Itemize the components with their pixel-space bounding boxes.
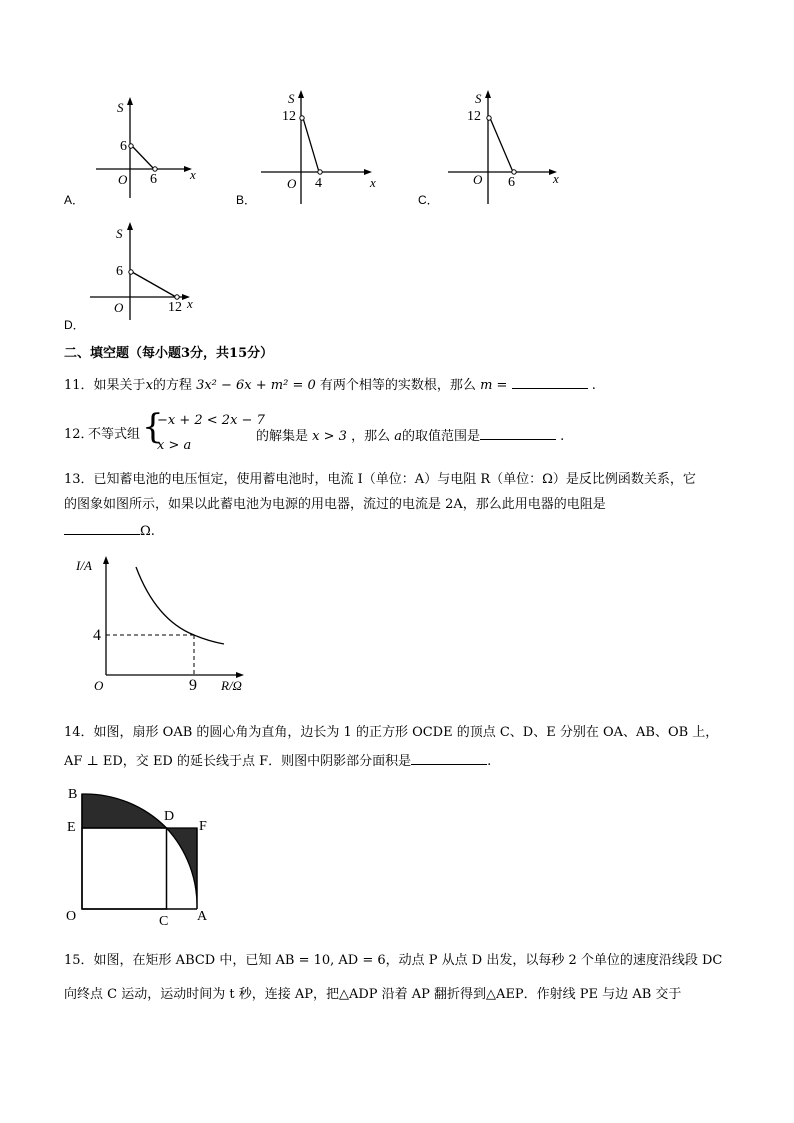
graph-b-y-label: S — [288, 91, 295, 106]
q14-label-f: F — [199, 819, 207, 834]
graph-d-x-label: x — [187, 296, 193, 311]
graph-c-x-intercept: 6 — [508, 175, 515, 190]
q14-line-2 — [64, 752, 491, 770]
graph-b-x-intercept: 4 — [315, 176, 322, 191]
q14-figure-svg — [78, 790, 203, 918]
q13-graph-x-tick: 9 — [189, 677, 197, 694]
q11-answer-lhs: m = — [480, 378, 508, 393]
q11-text-b: 的方程 — [152, 378, 192, 393]
option-b-letter: B． — [236, 193, 257, 207]
graph-a-origin: O — [118, 172, 128, 187]
q13-graph-y-tick: 4 — [93, 627, 101, 644]
q13-graph-y-label: I/A — [76, 558, 92, 573]
q12-answer-blank[interactable] — [480, 427, 556, 440]
q11-number: 11． — [64, 378, 94, 393]
option-c-letter: C． — [418, 193, 439, 207]
q13-answer-blank[interactable] — [64, 522, 140, 535]
graph-b-x-label: x — [370, 175, 376, 190]
section-2-heading: 二、填空题（每小题3分，共15分） — [64, 346, 274, 361]
q13-line-2: 的图象如图所示，如果以此蓄电池为电源的用电器，流过的电流是 2A，那么此用电器的电阻是 — [64, 497, 606, 512]
q12-text-b: 的解集是 — [256, 429, 309, 444]
option-a-letter: A． — [64, 193, 85, 207]
q11-var-x: x — [145, 378, 153, 393]
q11-text-a: 如果关于 — [93, 378, 146, 393]
q14-label-a: A — [197, 909, 208, 924]
q12-text-a: 不等式组 — [88, 427, 141, 442]
q13-line-1: 13．已知蓄电池的电压恒定，使用蓄电池时，电流 I（单位：A）与电阻 R（单位：Ω）是反比例函数关系，它 — [64, 472, 696, 487]
graph-d-y-label: S — [116, 226, 123, 241]
q15-line-1: 15．如图，在矩形 ABCD 中，已知 AB = 10, AD = 6，动点 P 从点 D 出发，以每秒 2 个单位的速度沿线段 DC — [64, 953, 723, 968]
q14-label-o: O — [66, 909, 77, 924]
graph-d — [88, 220, 203, 322]
graph-b-origin: O — [287, 176, 297, 191]
q13-graph-origin: O — [94, 678, 104, 693]
q15-line-2: 向终点 C 运动，运动时间为 t 秒，连接 AP，把△ADP 沿着 AP 翻折得到△AEP．作射线 PE 与边 AB 交于 — [64, 987, 682, 1002]
q13-graph-x-label: R/Ω — [221, 678, 242, 693]
graph-a-x-intercept: 6 — [150, 172, 157, 187]
q14-label-e: E — [67, 820, 76, 835]
option-d-letter: D． — [64, 318, 85, 332]
question-11 — [64, 376, 596, 394]
graph-c-y-label: S — [475, 91, 482, 106]
q12-line-2: x > a — [157, 438, 192, 453]
q12-text-d: 的取值范围是 — [401, 429, 480, 444]
graph-c-x-label: x — [553, 171, 559, 186]
q12-number: 12． — [64, 427, 94, 442]
q11-text-c: 有两个相等的实数根，那么 — [319, 378, 476, 393]
graph-b — [258, 88, 388, 206]
q11-equation: 3x² − 6x + m² = 0 — [196, 378, 316, 393]
q11-end: . — [591, 378, 596, 393]
graph-b-y-intercept: 12 — [282, 109, 296, 124]
graph-a-y-intercept: 6 — [120, 139, 127, 154]
q14-end: . — [487, 754, 492, 769]
graph-d-origin: O — [114, 300, 124, 315]
q14-label-d: D — [164, 809, 175, 824]
q11-answer-blank[interactable] — [512, 376, 588, 389]
q14-line-1: 14．如图，扇形 OAB 的圆心角为直角，边长为 1 的正方形 OCDE 的顶点 C、D、E 分别在 OA、AB、OB 上， — [64, 725, 719, 740]
q12-tail — [256, 427, 564, 445]
graph-a-y-label: S — [117, 100, 124, 115]
q13-graph-svg — [90, 555, 260, 690]
q12-solution: x > 3 — [312, 429, 347, 444]
q13-unit: Ω. — [140, 524, 155, 539]
q14-label-c: C — [159, 914, 169, 929]
graph-c-origin: O — [473, 172, 483, 187]
q12-line-1: −x + 2 < 2x − 7 — [157, 413, 265, 428]
graph-a-x-label: x — [190, 167, 196, 182]
q12-text-c: ，那么 — [351, 429, 391, 444]
q14-line-2-text: AF ⊥ ED，交 ED 的延长线于点 F．则图中阴影部分面积是 — [64, 754, 412, 769]
graph-d-y-intercept: 6 — [116, 264, 123, 279]
q12-end: . — [560, 429, 565, 444]
graph-a — [88, 95, 218, 205]
q12-var-a: a — [394, 429, 402, 444]
graph-c-y-intercept: 12 — [467, 109, 481, 124]
graph-d-x-intercept: 12 — [168, 300, 182, 315]
q13-answer-line — [64, 522, 155, 540]
q14-answer-blank[interactable] — [411, 752, 487, 765]
q12-brace: { — [142, 407, 164, 447]
q14-label-b: B — [68, 787, 78, 802]
